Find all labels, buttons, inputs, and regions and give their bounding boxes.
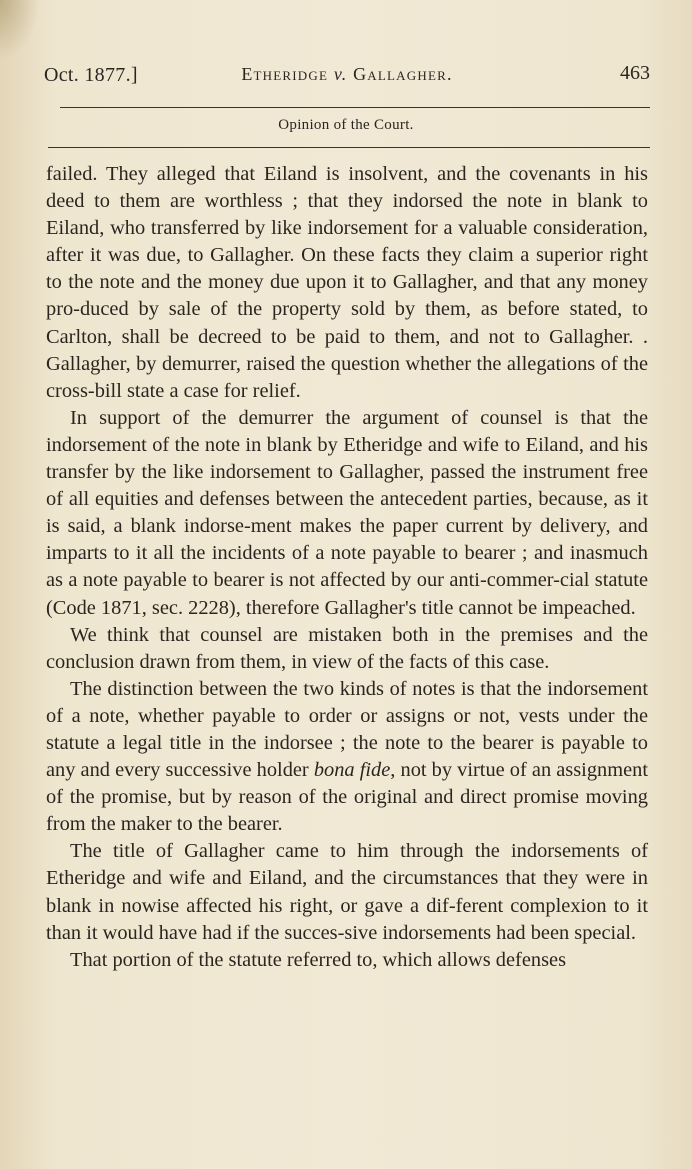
page-corner-shadow: [0, 0, 40, 60]
paragraph-3: We think that counsel are mistaken both in the premises and the conclusion drawn from them, in view of the facts of this case.: [46, 623, 648, 673]
header-case-right: Gallagher.: [353, 64, 453, 84]
header-rule-bottom: [48, 147, 650, 148]
header-case-title: [44, 64, 650, 85]
paragraph-5: The title of Gallagher came to him through the indorsements of Etheridge and wife and Eiland, and the circumstances that they were in blank in nowise affected his right, or gave a dif-ferent complexion to it than it would have had if the succes-sive indorsements had been special.: [46, 840, 648, 944]
paragraph-6: That portion of the statute referred to, which allows defenses: [70, 948, 567, 971]
opinion-body: [46, 161, 648, 974]
paragraph-2: In support of the demurrer the argument of counsel is that the indorsement of the note in blank by Etheridge and wife to Eiland, and his transfer by the like indorsement to Gallagher, passed the instrument free of all equities and defenses between the antecedent parties, because, as it is said, a blank indorse-ment makes the paper current by delivery, and imparts to it all the incidents of a note payable to bearer ; and inasmuch as a note payable to bearer is not affected by our anti-commer-cial statute (Code 1871, sec. 2228), therefore Gallagher's title cannot be impeached.: [46, 406, 648, 619]
header-page-number: 463: [620, 62, 650, 84]
running-header: [44, 62, 650, 92]
section-subheading: Opinion of the Court.: [278, 117, 414, 133]
paragraph-4-part-b: , not by virtue of an assignment of the promise, but by reason of the original and direct promise moving from the maker to the bearer.: [46, 759, 648, 836]
paragraph-4-part-a: The distinction between the two kinds of notes is that the indorsement of a note, whether payable to order or assigns or not, vests under the statute a legal title in the indorsee ; the note to the bearer is payable to any and every successive holder: [46, 677, 648, 782]
header-case-v: v.: [333, 64, 348, 84]
paragraph-4: [46, 676, 648, 839]
paragraph-4-italic-phrase: bona fide: [313, 759, 391, 782]
header-rule-top: [60, 107, 650, 108]
header-date: Oct. 1877.]: [44, 64, 138, 86]
header-case-left: Etheridge: [241, 64, 329, 84]
paragraph-1: failed. They alleged that Eiland is insolvent, and the covenants in his deed to them are worthless ; that they indorsed the note in blank to Eiland, who transferred by like indorsement for a valuable consideration, after it was due, to Gallagher. On these facts they claim a superior right to the note and the money due upon it to Gallagher, and that any money pro-duced by sale of the property sold by them, as before stated, to Carlton, shall be decreed to be paid to them, and not to Gallagher. . Gallagher, by demurrer, raised the question whether the allegations of the cross-bill state a case for relief.: [46, 163, 648, 402]
